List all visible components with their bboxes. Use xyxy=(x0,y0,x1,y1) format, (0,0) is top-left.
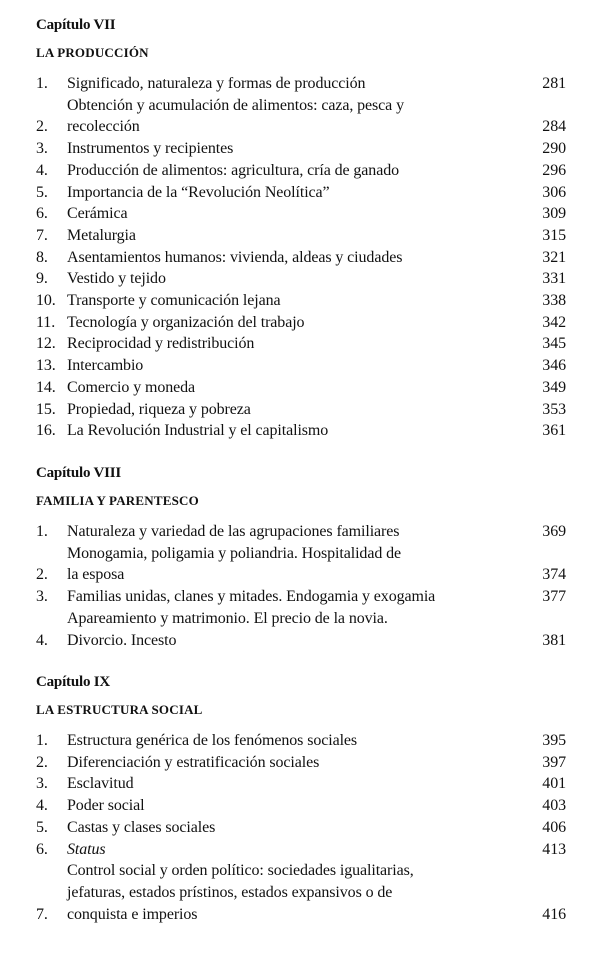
toc-entry xyxy=(36,312,566,334)
entry-page: 377 xyxy=(542,588,566,606)
entry-number: 14. xyxy=(36,378,56,396)
chapter-viii xyxy=(36,462,566,651)
entry-number: 9. xyxy=(36,270,48,288)
toc-entry xyxy=(36,95,566,138)
entry-title: Vestido y tejido xyxy=(67,270,166,288)
entry-number: 16. xyxy=(36,422,56,440)
entry-number: 15. xyxy=(36,400,56,418)
entry-page: 338 xyxy=(542,292,566,310)
entry-page: 345 xyxy=(542,335,566,353)
toc-entry xyxy=(36,839,566,861)
entry-number: 1. xyxy=(36,523,48,540)
entry-page: 397 xyxy=(542,753,566,771)
entry-number: 3. xyxy=(36,140,48,158)
entry-number: 5. xyxy=(36,183,48,201)
toc-entry xyxy=(36,290,566,312)
entry-title: Castas y clases sociales xyxy=(67,818,216,836)
entry-page: 321 xyxy=(542,248,566,266)
entry-number: 2. xyxy=(36,753,48,771)
toc-list xyxy=(36,73,566,442)
toc-entry xyxy=(36,420,566,442)
entry-number: 6. xyxy=(36,205,48,223)
toc-list xyxy=(36,730,566,925)
entry-title: Control social y orden político: sociedades igualitarias, jefaturas, estados prístinos, estados expansivos o de conquista e imperios xyxy=(67,862,414,923)
entry-title: Propiedad, riqueza y pobreza xyxy=(67,400,251,418)
entry-number: 7. xyxy=(36,905,48,923)
toc-entry xyxy=(36,247,566,269)
entry-page: 416 xyxy=(542,905,566,923)
entry-page: 349 xyxy=(542,378,566,396)
entry-title: Apareamiento y matrimonio. El precio de la novia. Divorcio. Incesto xyxy=(67,609,388,649)
entry-title: Familias unidas, clanes y mitades. Endogamia y exogamia xyxy=(67,588,436,606)
toc-entry xyxy=(36,752,566,774)
toc-list xyxy=(36,521,566,651)
toc-entry xyxy=(36,160,566,182)
toc-entry xyxy=(36,608,566,651)
entry-number: 5. xyxy=(36,818,48,836)
entry-number: 3. xyxy=(36,775,48,793)
toc-entry xyxy=(36,399,566,421)
entry-number: 7. xyxy=(36,226,48,244)
toc-entry xyxy=(36,182,566,204)
entry-title: Transporte y comunicación lejana xyxy=(67,292,281,310)
entry-page: 406 xyxy=(542,818,566,836)
entry-page: 413 xyxy=(542,840,566,858)
entry-title: Monogamia, poligamia y poliandria. Hospitalidad de la esposa xyxy=(67,544,402,584)
entry-page: 331 xyxy=(542,270,566,288)
toc-entry xyxy=(36,377,566,399)
toc-entry xyxy=(36,225,566,247)
entry-page: 309 xyxy=(542,205,566,223)
entry-number: 4. xyxy=(36,161,48,179)
entry-page: 346 xyxy=(542,357,566,375)
entry-page: 401 xyxy=(542,775,566,793)
entry-number: 2. xyxy=(36,118,48,136)
entry-title: Metalurgia xyxy=(67,226,136,244)
entry-page: 353 xyxy=(542,400,566,418)
chapter-vii xyxy=(36,14,566,442)
entry-title: Estructura genérica de los fenómenos sociales xyxy=(67,732,358,749)
chapter-ix xyxy=(36,671,566,925)
chapter-title: LA ESTRUCTURA SOCIAL xyxy=(36,702,203,717)
entry-number: 1. xyxy=(36,732,48,749)
chapter-title: LA PRODUCCIÓN xyxy=(36,45,149,60)
entry-number: 3. xyxy=(36,588,48,606)
entry-title: Cerámica xyxy=(67,205,128,223)
entry-title: Comercio y moneda xyxy=(67,378,196,396)
entry-page: 369 xyxy=(542,523,566,540)
toc-entry xyxy=(36,203,566,225)
entry-page: 403 xyxy=(542,797,566,815)
chapter-label: Capítulo IX xyxy=(36,674,111,690)
entry-title: Status xyxy=(67,840,106,858)
entry-number: 1. xyxy=(36,75,48,92)
toc-entry xyxy=(36,543,566,586)
entry-title: La Revolución Industrial y el capitalismo xyxy=(67,422,329,440)
entry-page: 315 xyxy=(542,226,566,244)
entry-page: 395 xyxy=(542,732,566,749)
entry-number: 6. xyxy=(36,840,48,858)
entry-title: Obtención y acumulación de alimentos: caza, pesca y recolección xyxy=(67,96,404,136)
entry-title: Instrumentos y recipientes xyxy=(67,140,234,158)
entry-number: 11. xyxy=(36,313,56,331)
toc-entry xyxy=(36,795,566,817)
entry-title: Diferenciación y estratificación sociales xyxy=(67,753,320,771)
toc-entry xyxy=(36,817,566,839)
toc-entry xyxy=(36,521,566,543)
entry-number: 10. xyxy=(36,292,56,310)
entry-number: 8. xyxy=(36,248,48,266)
entry-page: 296 xyxy=(542,161,566,179)
entry-title: Poder social xyxy=(67,797,145,815)
chapter-title: FAMILIA Y PARENTESCO xyxy=(36,493,199,508)
entry-number: 2. xyxy=(36,566,48,584)
entry-title: Producción de alimentos: agricultura, cría de ganado xyxy=(67,161,400,179)
entry-page: 281 xyxy=(542,75,566,92)
chapter-label: Capítulo VII xyxy=(36,17,116,33)
entry-page: 284 xyxy=(542,118,566,136)
entry-title: Esclavitud xyxy=(67,775,134,793)
entry-page: 381 xyxy=(542,631,566,649)
entry-number: 4. xyxy=(36,797,48,815)
entry-title: Importancia de la “Revolución Neolítica” xyxy=(67,183,330,201)
toc-entry xyxy=(36,73,566,95)
entry-page: 361 xyxy=(542,422,566,440)
entry-page: 374 xyxy=(542,566,566,584)
entry-title: Intercambio xyxy=(67,357,144,375)
toc-entry xyxy=(36,333,566,355)
entry-number: 13. xyxy=(36,357,56,375)
entry-title: Asentamientos humanos: vivienda, aldeas y ciudades xyxy=(67,248,403,266)
entry-title: Significado, naturaleza y formas de producción xyxy=(67,75,366,92)
toc-entry xyxy=(36,138,566,160)
toc-entry xyxy=(36,586,566,608)
entry-page: 290 xyxy=(542,140,566,158)
entry-number: 4. xyxy=(36,631,48,649)
entry-title: Naturaleza y variedad de las agrupaciones familiares xyxy=(67,523,400,540)
toc-entry xyxy=(36,730,566,752)
entry-page: 342 xyxy=(542,313,566,331)
entry-number: 12. xyxy=(36,335,56,353)
toc-entry xyxy=(36,773,566,795)
entry-title: Reciprocidad y redistribución xyxy=(67,335,255,353)
entry-page: 306 xyxy=(542,183,566,201)
toc-entry xyxy=(36,860,566,925)
chapter-label: Capítulo VIII xyxy=(36,465,122,481)
toc-entry xyxy=(36,355,566,377)
entry-title: Tecnología y organización del trabajo xyxy=(67,313,305,331)
toc-entry xyxy=(36,268,566,290)
